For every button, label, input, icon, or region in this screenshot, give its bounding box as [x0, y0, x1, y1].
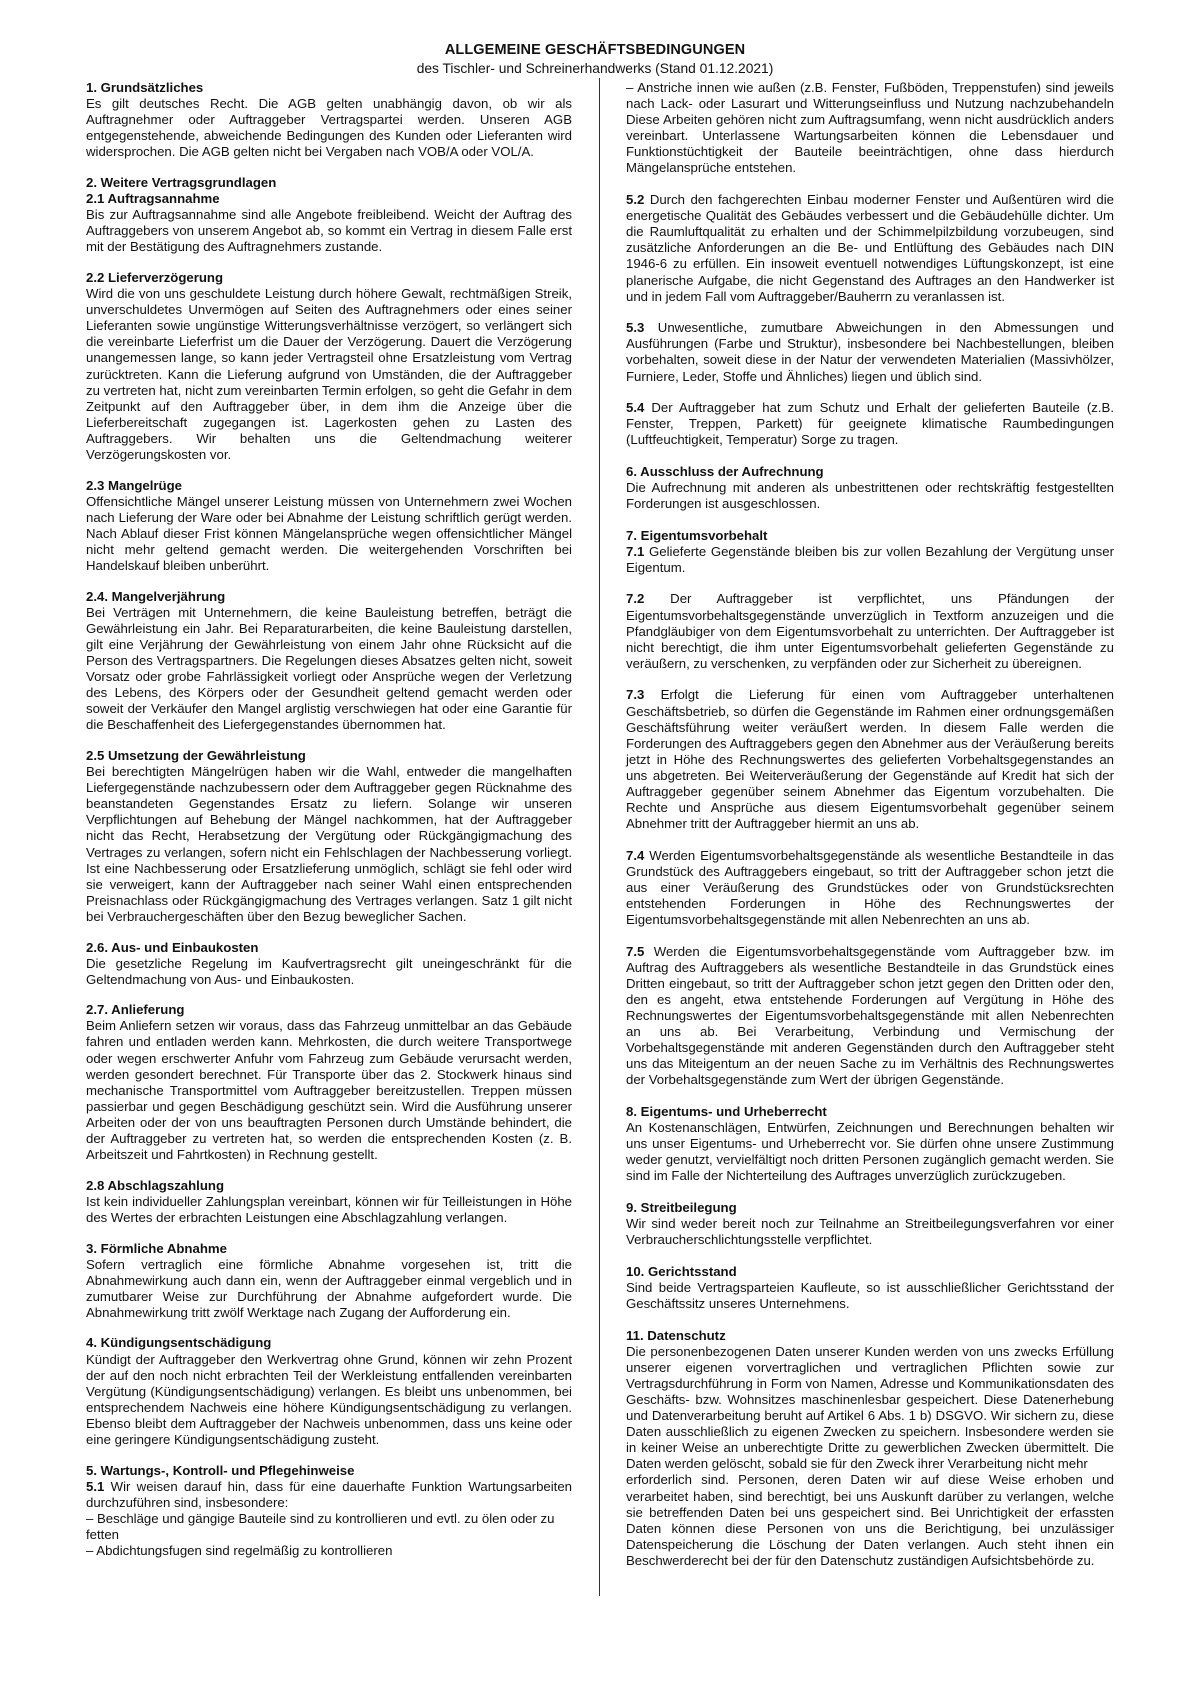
section-7-3	[626, 687, 1114, 832]
section-text: Bei berechtigten Mängelrügen haben wir die Wahl, entweder die mangelhaften Liefergegenstände nachzubessern oder dem Auftraggeber gegen Rücknahme des beanstandeten Gegenstandes Ersatz zu liefern. Solange wir unseren Verpflichtungen auf Behebung der Mängel nachkommen, hat der Auftraggeber nicht das Recht, Herabsetzung der Vergütung oder Rückgängigmachung des Vertrages zu verlangen, sofern nicht ein Fehlschlagen der Nachbesserung vorliegt. Ist eine Nachbesserung oder Ersatzlieferung unmöglich, schlägt sie fehl oder wird sie verweigert, kann der Auftraggeber nach seiner Wahl einen entsprechenden Preisnachlass oder Rückgängigmachung des Vertrages verlangen. Satz 1 gilt nicht bei Verbrauchergeschäften über den Bezug beweglicher Sachen.	[86, 764, 572, 924]
section-text: An Kostenanschlägen, Entwürfen, Zeichnungen und Berechnungen behalten wir uns unser Eigentums- und Urheberrecht vor. Sie dürfen ohne unsere Zustimmung weder genutzt, vervielfältigt noch dritten Personen zugänglich gemacht werden. Sie sind im Falle der Nichterteilung des Auftrages unverzüglich zurückzugeben.	[626, 1120, 1114, 1184]
section-text: – Anstriche innen wie außen (z.B. Fenster, Fußböden, Treppenstufen) sind jeweils nach Lack- oder Lasurart und Witterungseinfluss und Nutzung nachzubehandeln Diese Arbeiten gehören nicht zum Auftragsumfang, wenn nicht ausdrücklich anders vereinbart. Unterlassene Wartungsarbeiten können die Lebensdauer und Funktionstüchtigkeit der Bauteile beeinträchtigen, ohne dass hierdurch Mängelansprüche entstehen.	[626, 80, 1114, 176]
section-heading: 2. Weitere Vertragsgrundlagen	[86, 174, 277, 190]
section-2-5	[86, 748, 572, 925]
section-heading: 2.3 Mangelrüge	[86, 477, 183, 493]
section-2-8	[86, 1178, 572, 1226]
section-text	[626, 944, 1114, 1089]
clause-number: 7.5	[626, 943, 645, 959]
section-text: Sind beide Vertragsparteien Kaufleute, so ist ausschließlicher Gerichtsstand der Geschäftssitz unseres Unternehmens.	[626, 1279, 1114, 1311]
clause-text: Unwesentliche, zumutbare Abweichungen in den Abmessungen und Ausführungen (Farbe und Struktur), insbesondere bei Nachbestellungen, bleiben vorbehalten, soweit diese in der Natur der verwendeten Materialien (Massivhölzer, Furniere, Leder, Stoffe und Ähnliches) liegen und üblich sind.	[626, 320, 1114, 384]
section-heading: 1. Grundsätzliches	[86, 80, 204, 95]
column-divider	[599, 78, 600, 1596]
section-8	[626, 1104, 1114, 1184]
clause-number: 7.1	[626, 543, 645, 559]
bullet-item: – Beschläge und gängige Bauteile sind zu kontrollieren und evtl. zu ölen oder zu fetten	[86, 1510, 555, 1542]
section-9	[626, 1200, 1114, 1248]
clause-number: 7.4	[626, 847, 645, 863]
section-heading: 2.2 Lieferverzögerung	[86, 269, 224, 285]
section-heading: 5. Wartungs-, Kontroll- und Pflegehinweise	[86, 1462, 355, 1478]
section-6	[626, 464, 1114, 512]
section-2-4	[86, 589, 572, 734]
clause-text: Der Auftraggeber ist verpflichtet, uns Pfändungen der Eigentumsvorbehaltsgegenstände unverzüglich in Textform anzuzeigen und die Pfandgläubiger von dem Eigentumsvorbehalt zu unterrichten. Der Auftraggeber ist nicht berechtigt, die ihm unter Eigentumsvorbehalt gelieferten Gegenstände zu veräußern, zu verschenken, zu verpfänden oder zur Sicherheit zu übereignen.	[626, 591, 1114, 671]
section-text: Kündigt der Auftraggeber den Werkvertrag ohne Grund, können wir zehn Prozent der auf den noch nicht erbrachten Teil der Werkleistung entfallenden vereinbarten Vergütung (Kündigungsentschädigung) verlangen. Es bleibt uns unbenommen, bei entsprechendem Nachweis eine höhere Kündigungsentschädigung zu verlangen. Ebenso bleibt dem Auftraggeber der Nachweis unbenommen, dass uns keine oder eine geringere Kündigungsentschädigung zusteht.	[86, 1351, 572, 1448]
section-7	[626, 528, 1114, 576]
section-text: Offensichtliche Mängel unserer Leistung müssen von Unternehmern zwei Wochen nach Lieferung der Ware oder bei Abnahme der Leistung schriftlich gerügt werden. Nach Ablauf dieser Frist können Mängelansprüche wegen offensichtlicher Mängel nicht mehr geltend gemacht werden. Die weitergehenden Vorschriften bei Handelskauf bleiben unberührt.	[86, 493, 572, 574]
section-5-4	[626, 400, 1114, 448]
section-2-7	[86, 1002, 572, 1163]
section-2-2	[86, 270, 572, 463]
document-subtitle: des Tischler- und Schreinerhandwerks (Stand 01.12.2021)	[416, 61, 774, 76]
left-column	[86, 80, 572, 1574]
section-heading: 9. Streitbeilegung	[626, 1200, 737, 1216]
section-7-2	[626, 591, 1114, 671]
section-text: Die personenbezogenen Daten unserer Kunden werden von uns zwecks Erfüllung unserer eigenen vorvertraglichen und vertraglichen Pflichten sowie zur Vertragsdurchführung in Form von Namen, Adresse und Kommunikationsdaten des Geschäfts- bzw. Wohnsitzes maschinenlesbar gespeichert. Diese Datenerhebung und Datenverarbeitung beruht auf Artikel 6 Abs. 1 b) DSGVO. Wir sichern zu, diese Daten ausschließlich zu eigenen Zwecken zu speichern. Insbesondere werden sie in keiner Weise an unberechtigte Dritte zu gewerblichen Zwecken übermittelt. Die Daten werden gelöscht, sobald sie für den Zweck ihrer Verarbeitung nicht mehr	[626, 1343, 1114, 1472]
section-text: Ist kein individueller Zahlungsplan vereinbart, können wir für Teilleistungen in Höhe des Wertes der erbrachten Leistungen eine Abschlagzahlung verlangen.	[86, 1193, 572, 1225]
clause-number: 5.3	[626, 320, 645, 336]
section-text	[626, 544, 1114, 576]
section-4	[86, 1335, 572, 1448]
section-text	[626, 687, 1114, 832]
section-heading: 2.7. Anlieferung	[86, 1002, 185, 1018]
section-text: Die gesetzliche Regelung im Kaufvertragsrecht gilt uneingeschränkt für die Geltendmachung von Aus- und Einbaukosten.	[86, 955, 572, 987]
section-text: Es gilt deutsches Recht. Die AGB gelten unabhängig davon, ob wir als Auftragnehmer oder Auftraggeber Vertragspartei werden. Unseren AGB entgegenstehende, abweichende Bedingungen des Kunden oder Lieferanten wird widersprochen. Die AGB gelten nicht bei Vergaben nach VOB/A oder VOL/A.	[86, 96, 572, 160]
clause-text: Erfolgt die Lieferung für einen vom Auftraggeber unterhaltenen Geschäftsbetrieb, so dürfen die Gegenstände im Rahmen einer ordnungsgemäßen Geschäftsführung weiter veräußert werden. In diesem Falle werden die Forderungen des Auftraggebers gegen den Abnehmer aus der Veräußerung bereits jetzt in Höhe des Rechnungswertes des gelieferten Vorbehaltsgegenstandes an uns abgetreten. Bei Weiterveräußerung der Gegenstände auf Kredit hat sich der Auftraggeber gegenüber seinem Abnehmer das Eigentum vorzubehalten. Die Rechte und Ansprüche aus diesem Eigentumsvorbehalt gegenüber seinem Abnehmer tritt der Auftraggeber hiermit an uns ab.	[626, 687, 1114, 832]
section-text: Wird die von uns geschuldete Leistung durch höhere Gewalt, rechtmäßigen Streik, unverschuldetes Unvermögen auf Seiten des Auftragnehmers oder eines seiner Lieferanten sowie ungünstige Witterungsverhältnisse verzögert, so verlängert sich die vereinbarte Lieferfrist um die Dauer der Verzögerung. Dauert die Verzögerung unangemessen lange, so kann jeder Vertragsteil ohne Ersatzleistung vom Vertrag zurücktreten. Kann die Lieferung aufgrund von Umständen, die der Auftraggeber zu vertreten hat, nicht zum vereinbarten Termin erfolgen, so geht die Gefahr in dem Zeitpunkt auf den Auftraggeber über, in dem ihm die Anzeige über die Lieferbereitschaft zugegangen ist. Lagerkosten gehen zu Lasten des Auftraggebers. Wir behalten uns die Geltendmachung weiterer Verzögerungskosten vor.	[86, 286, 572, 462]
right-column	[626, 80, 1114, 1585]
section-2-3	[86, 478, 572, 575]
section-text	[626, 848, 1114, 928]
section-text: Beim Anliefern setzen wir voraus, dass das Fahrzeug unmittelbar an das Gebäude fahren und entladen werden kann. Mehrkosten, die durch weitere Transportwege oder wegen erschwerter Anfuhr vom Fahrzeug zum Gebäude verursacht werden, werden gesondert berechnet. Für Transporte über das 2. Stockwerk hinaus sind mechanische Transportmittel vom Auftraggeber bereitzustellen. Treppen müssen passierbar und gegen Beschädigung geschützt sein. Wird die Ausführung unserer Arbeiten oder der von uns beauftragten Personen durch Umstände behindert, die der Auftraggeber zu vertreten hat, so werden die entsprechenden Kosten (z. B. Arbeitszeit und Fahrtkosten) in Rechnung gestellt.	[86, 1018, 572, 1163]
clause-number: 7.3	[626, 687, 645, 703]
section-5-continued	[626, 80, 1114, 177]
clause-number: 7.2	[626, 591, 645, 607]
section-heading: 7. Eigentumsvorbehalt	[626, 527, 768, 543]
section-heading: 2.6. Aus- und Einbaukosten	[86, 939, 259, 955]
section-11	[626, 1328, 1114, 1569]
section-3	[86, 1241, 572, 1321]
clause-number: 5.1	[86, 1478, 105, 1494]
section-10	[626, 1264, 1114, 1312]
section-text-continued: erforderlich sind. Personen, deren Daten wir auf diese Weise erhoben und verarbeitet haben, sind berechtigt, bei uns Auskunft darüber zu verlangen, welche sie betreffenden Daten bei uns gespeichert sind. Bei Unrichtigkeit der erfassten Daten können diese Personen von uns die Berichtigung, bei unzulässiger Datenspeicherung die Löschung der Daten verlangen. Auch steht ihnen ein Beschwerderecht bei der für den Datenschutz zuständigen Aufsichtsbehörde zu.	[626, 1472, 1114, 1568]
section-1	[86, 80, 572, 160]
clause-text: Durch den fachgerechten Einbau moderner Fenster und Außentüren wird die energetische Qualität des Gebäudes verbessert und die Gebäudehülle dichter. Um die Raumluftqualität zu erhalten und der Schimmelpilzbildung vorzubeugen, sind zusätzliche Anforderungen an die Be- und Entlüftung des Gebäudes nach DIN 1946-6 zu erfüllen. Ein insoweit eventuell notwendiges Lüftungskonzept, ist eine planerische Aufgabe, die nicht Gegenstand des Auftrages an den Handwerker ist und in jedem Fall vom Auftraggeber/Bauherrn zu veranlassen ist.	[626, 192, 1114, 304]
section-7-5	[626, 944, 1114, 1089]
section-text: Bis zur Auftragsannahme sind alle Angebote freibleibend. Weicht der Auftrag des Auftraggebers von unserem Angebot ab, so kommt ein Vertrag in diesem Falle erst mit der Bestätigung des Auftragnehmers zustande.	[86, 207, 572, 255]
section-heading: 4. Kündigungsentschädigung	[86, 1335, 272, 1351]
clause-text: Der Auftraggeber hat zum Schutz und Erhalt der gelieferten Bauteile (z.B. Fenster, Treppen, Parkett) für geeignete klimatische Raumbedingungen (Luftfeuchtigkeit, Temperatur) Sorge zu tragen.	[626, 400, 1114, 448]
section-heading: 3. Förmliche Abnahme	[86, 1240, 227, 1256]
section-text: Sofern vertraglich eine förmliche Abnahme vorgesehen ist, tritt die Abnahmewirkung auch dann ein, wenn der Auftraggeber einmal vergeblich und in zumutbarer Weise zur Durchführung der Abnahme aufgefordert wurde. Die Abnahmewirkung tritt zwölf Werktage nach Zugang der Aufforderung ein.	[86, 1256, 572, 1320]
section-5	[86, 1463, 572, 1560]
section-heading: 8. Eigentums- und Urheberrecht	[626, 1104, 827, 1120]
section-text	[626, 320, 1114, 384]
clause-text: Wir weisen darauf hin, dass für eine dauerhafte Funktion Wartungsarbeiten durchzuführen sind, insbesondere:	[86, 1478, 572, 1510]
section-text	[86, 1479, 572, 1511]
section-text	[626, 591, 1114, 671]
section-text: Die Aufrechnung mit anderen als unbestrittenen oder rechtskräftig festgestellten Forderungen ist ausgeschlossen.	[626, 479, 1114, 512]
section-5-2	[626, 192, 1114, 305]
section-heading: 6. Ausschluss der Aufrechnung	[626, 463, 824, 479]
clause-text: Werden Eigentumsvorbehaltsgegenstände als wesentliche Bestandteile in das Grundstück des Auftraggebers eingebaut, so tritt der Auftraggeber schon jetzt die aus einer Veräußerung des Grundstückes oder von Grundstücksrechten entstehenden Forderungen in Höhe des Rechnungswertes der Eigentumsvorbehaltsgegenstände mit allen Nebenrechten an uns ab.	[626, 847, 1114, 928]
section-text: Wir sind weder bereit noch zur Teilnahme an Streitbeilegungsverfahren vor einer Verbraucherschlichtungsstelle verpflichtet.	[626, 1216, 1114, 1248]
bullet-item: – Abdichtungsfugen sind regelmäßig zu kontrollieren	[86, 1543, 393, 1559]
subsection-heading: 2.1 Auftragsannahme	[86, 191, 220, 207]
section-5-3	[626, 320, 1114, 384]
section-heading: 10. Gerichtsstand	[626, 1263, 737, 1279]
section-2-6	[86, 940, 572, 988]
clause-number: 5.4	[626, 400, 645, 416]
clause-text: Werden die Eigentumsvorbehaltsgegenstände vom Auftraggeber bzw. im Auftrag des Auftraggebers als wesentliche Bestandteile in das Grundstück eines Dritten eingebaut, so tritt der Auftraggeber schon jetzt gegen den Dritten oder den, den es angeht, etwa entstehende Forderungen auf Vergütung in Höhe des Rechnungswertes der Eigentumsvorbehaltsgegenstände mit allen Nebenrechten an uns ab. Bei Verarbeitung, Verbindung und Vermischung der Vorbehaltsgegenstände mit anderen Gegenständen durch den Auftraggeber steht uns das Miteigentum an der neuen Sache zu im Verhältnis des Rechnungswertes der Vorbehaltsgegenstände zum Wert der übrigen Gegenstände.	[626, 943, 1114, 1088]
section-text: Bei Verträgen mit Unternehmern, die keine Bauleistung betreffen, beträgt die Gewährleistung ein Jahr. Bei Reparaturarbeiten, die keine Bauleistung darstellen, gilt eine Verjährung der Gewährleistung von einem Jahr ohne Rücksicht auf die Person des Vertragspartners. Die Regelungen dieses Absatzes gelten nicht, soweit Vorsatz oder grobe Fahrlässigkeit vorliegt oder Ansprüche wegen der Verletzung des Lebens, des Körpers oder der Gesundheit geltend gemacht werden oder soweit der Verkäufer den Mangel arglistig verschwiegen hat oder eine Garantie für die Beschaffenheit des Liefergegenstandes übernommen hat.	[86, 604, 572, 733]
section-2	[86, 175, 572, 255]
section-heading: 2.4. Mangelverjährung	[86, 588, 226, 604]
clause-number: 5.2	[626, 192, 645, 208]
section-heading: 11. Datenschutz	[626, 1327, 726, 1343]
section-text	[626, 400, 1114, 448]
section-heading: 2.8 Abschlagszahlung	[86, 1177, 225, 1193]
clause-text: Gelieferte Gegenstände bleiben bis zur vollen Bezahlung der Vergütung unser Eigentum.	[626, 543, 1114, 575]
document-title: ALLGEMEINE GESCHÄFTSBEDINGUNGEN	[444, 42, 746, 58]
section-text	[626, 192, 1114, 305]
section-heading: 2.5 Umsetzung der Gewährleistung	[86, 747, 306, 763]
section-7-4	[626, 848, 1114, 928]
